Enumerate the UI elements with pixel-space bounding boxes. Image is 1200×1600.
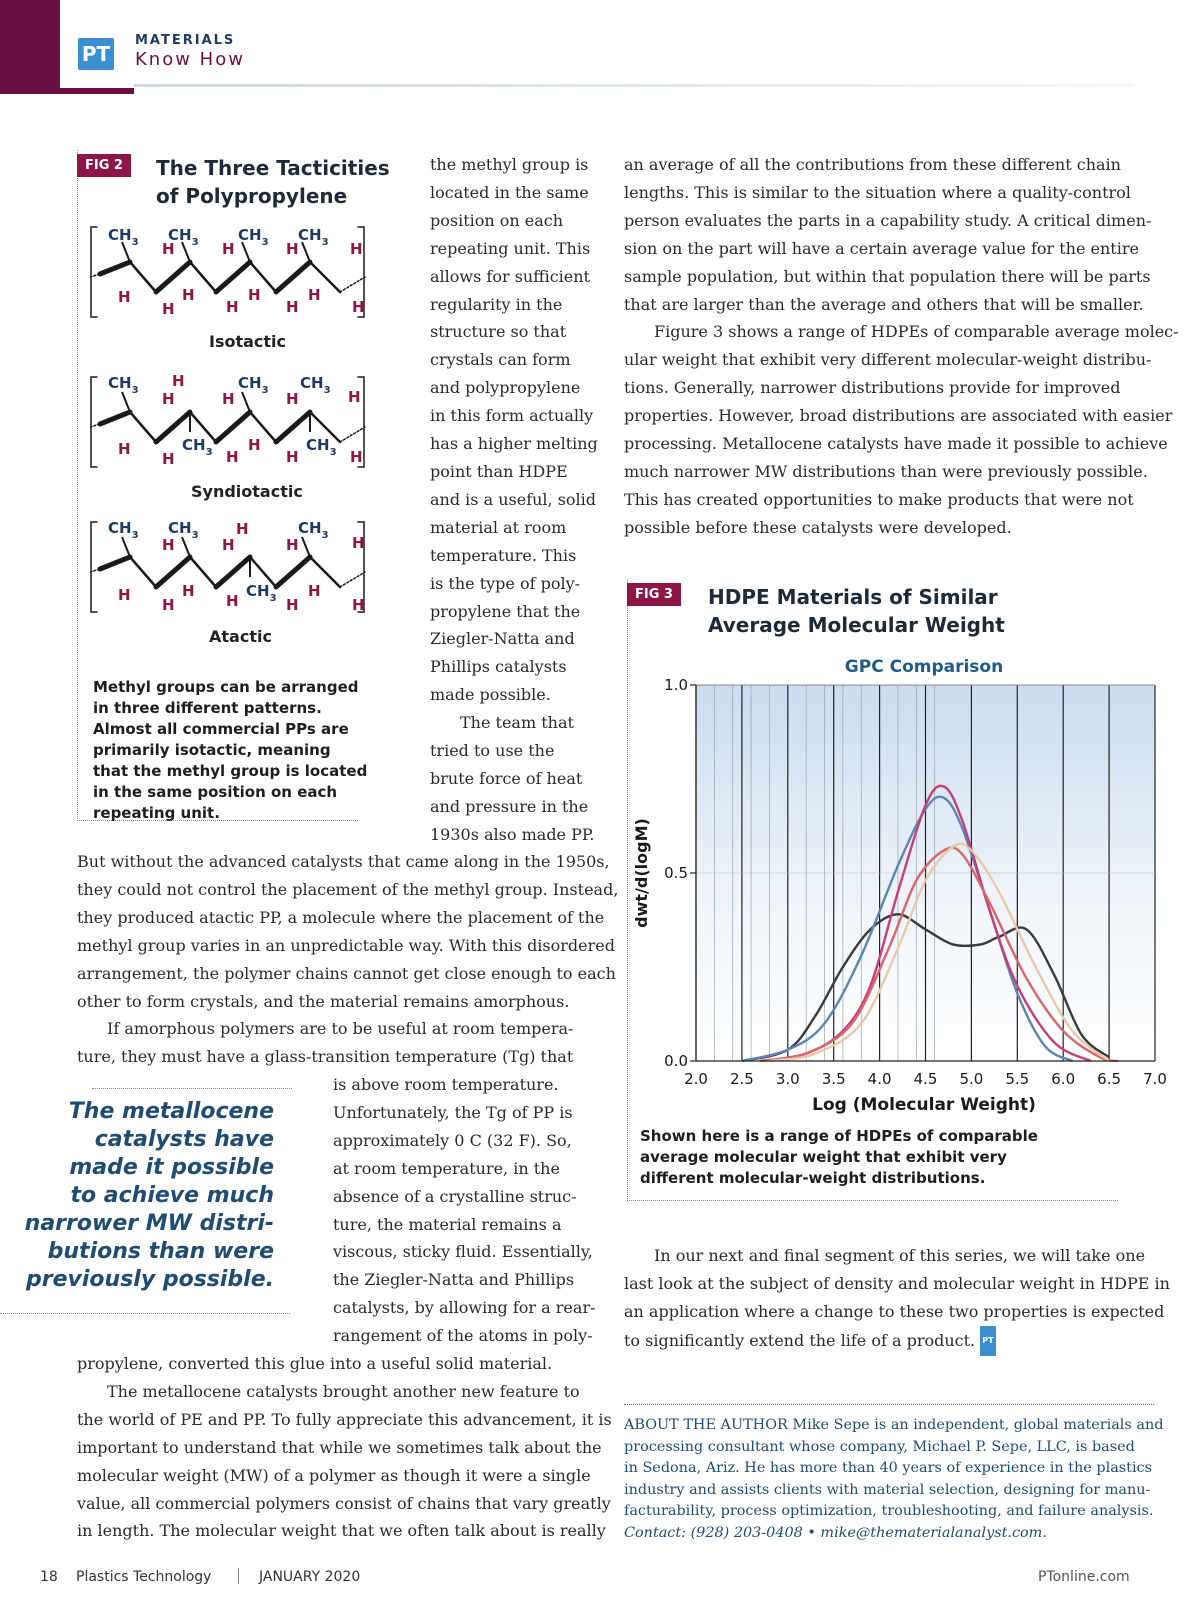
pullquote-line: catalysts have — [94, 1127, 274, 1152]
y-tick-label: 0.0 — [664, 1052, 688, 1070]
pullquote — [0, 1098, 274, 1294]
atom-h: H — [226, 448, 239, 466]
body-line: In our next and final segment of this series, we will take one — [654, 1246, 1146, 1265]
body-line: sion on the part will have a certain average value for the entire — [624, 238, 1139, 258]
pullquote-line: made it possible — [69, 1155, 274, 1180]
body-line: 1930s also made PP. — [430, 824, 595, 844]
body-line: other to form crystals, and the material remains amorphous. — [77, 991, 570, 1011]
pullquote-rule — [92, 1088, 292, 1090]
atom-h: H — [352, 534, 365, 552]
body-line: at room temperature, in the — [333, 1158, 560, 1178]
body-line: molecular weight (MW) of a polymer as though it were a single — [77, 1465, 591, 1485]
body-line: located in the same — [430, 182, 589, 202]
right-column-top — [624, 151, 1179, 542]
body-line: rangement of the atoms in poly- — [333, 1326, 593, 1346]
pullquote-line: butions than were — [47, 1239, 274, 1264]
body-line: The team that — [460, 713, 574, 733]
body-line: is above room temperature. — [333, 1075, 559, 1094]
atom-h: H — [248, 286, 261, 304]
author-line: processing consultant whose company, Michael P. Sepe, LLC, is based — [624, 1438, 1135, 1455]
atom-h: H — [352, 298, 365, 316]
body-line: Phillips catalysts — [430, 657, 567, 677]
isotactic-label: Isotactic — [209, 332, 287, 351]
body-line: propylene that the — [430, 601, 581, 621]
atom-h: H — [222, 390, 235, 408]
body-line: value, all commercial polymers consist of chains that vary greatly — [77, 1493, 611, 1513]
left-narrow-column — [333, 1071, 603, 1350]
atactic-ch3-4: $CH_3$ — [246, 582, 277, 604]
website-link[interactable]: PTonline.com — [1038, 1569, 1130, 1585]
x-tick-label: 2.5 — [729, 1070, 754, 1088]
end-mark-icon: PT — [980, 1326, 995, 1356]
body-line: temperature. This — [430, 545, 577, 565]
atactic-ch3-3: $CH_3$ — [298, 519, 329, 541]
body-line: absence of a crystalline struc- — [333, 1186, 577, 1206]
atom-h: H — [286, 536, 299, 554]
author-line: ABOUT THE AUTHOR Mike Sepe is an independent, global materials and — [624, 1417, 1164, 1433]
author-line: facturability, process optimization, troubleshooting, and failure analysis. — [624, 1503, 1154, 1519]
y-axis-label: dwt/d(logM) — [632, 818, 651, 928]
body-line: an average of all the contributions from these different chain — [624, 155, 1121, 174]
chart-title: GPC Comparison — [844, 657, 1004, 677]
isotactic-ch3-4: $CH_3$ — [298, 226, 329, 248]
pullquote-line: narrower MW distri- — [24, 1211, 274, 1236]
isotactic-ch3-2: $CH_3$ — [168, 226, 199, 248]
body-line: Figure 3 shows a range of HDPEs of comparable average molec- — [654, 322, 1179, 342]
body-line: the methyl group is — [430, 155, 589, 174]
syndiotactic-ch3-2: $CH_3$ — [238, 374, 269, 396]
x-tick-label: 4.5 — [913, 1070, 938, 1088]
atactic-ch3-2: $CH_3$ — [168, 519, 199, 541]
right-column-bottom — [624, 1242, 1170, 1356]
atom-h: H — [286, 448, 299, 466]
atom-h: H — [118, 288, 131, 306]
fig3-title-line2: Average Molecular Weight — [708, 613, 1005, 637]
body-line: point than HDPE — [430, 461, 568, 481]
syndiotactic-label: Syndiotactic — [191, 482, 303, 501]
atom-h: H — [226, 298, 239, 316]
header-accent-underline — [60, 88, 134, 94]
atom-h: H — [352, 596, 365, 614]
x-tick-label: 6.0 — [1051, 1070, 1076, 1088]
body-line: in this form actually — [430, 406, 594, 426]
atom-h: H — [286, 240, 299, 258]
body-line: allows for sufficient — [430, 266, 590, 286]
atom-h: H — [182, 286, 195, 304]
y-tick-label: 1.0 — [664, 676, 688, 694]
body-line: the Ziegler-Natta and Phillips — [333, 1270, 575, 1290]
isotactic-ch3-1: $CH_3$ — [108, 226, 139, 248]
atom-h: H — [162, 450, 175, 468]
body-line: they produced atactic PP, a molecule where the placement of the — [77, 907, 605, 927]
syndiotactic-ch3-3: $CH_3$ — [300, 374, 331, 396]
atom-h: H — [226, 592, 239, 610]
body-line: person evaluates the parts in a capability study. A critical dimen- — [624, 210, 1152, 230]
syndiotactic-ch3-5: $CH_3$ — [306, 436, 337, 458]
mid-column — [430, 151, 600, 849]
fig3-caption: Shown here is a range of HDPEs of comparable average molecular weight that exhibit very different molecular-weight distributions. — [640, 1127, 1038, 1187]
issue-date: JANUARY 2020 — [259, 1569, 361, 1585]
fig2-tag: FIG 2 — [77, 154, 131, 177]
left-column-part2 — [77, 1350, 612, 1545]
atom-h: H — [182, 582, 195, 600]
left-column-part1 — [77, 848, 619, 1071]
body-line: material at room — [430, 517, 567, 537]
x-tick-label: 5.5 — [1005, 1070, 1030, 1088]
x-tick-label: 6.5 — [1097, 1070, 1122, 1088]
pullquote-line: to achieve much — [70, 1183, 274, 1208]
atactic-ch3-1: $CH_3$ — [108, 519, 139, 541]
syndiotactic-ch3-4: $CH_3$ — [182, 436, 213, 458]
body-line-text: to significantly extend the life of a product. — [624, 1330, 976, 1350]
atom-h: H — [222, 240, 235, 258]
page-number: 18 — [40, 1569, 58, 1585]
author-rule — [624, 1404, 1154, 1405]
atactic-label: Atactic — [209, 627, 272, 646]
pt-logo: PT — [78, 38, 114, 70]
header-accent-bar — [0, 0, 60, 94]
atom-h: H — [162, 596, 175, 614]
author-line: industry and assists clients with material selection, designing for manu- — [624, 1481, 1151, 1498]
x-axis-label: Log (Molecular Weight) — [812, 1095, 1036, 1115]
atom-h: H — [162, 536, 175, 554]
body-line: approximately 0 C (32 F). So, — [333, 1130, 572, 1150]
fig3-title-line1: HDPE Materials of Similar — [708, 585, 998, 609]
x-tick-label: 2.0 — [684, 1070, 708, 1088]
x-tick-label: 7.0 — [1143, 1070, 1167, 1088]
gpc-chart — [627, 648, 1167, 1118]
pullquote-line: previously possible. — [26, 1267, 274, 1292]
header-rule — [134, 84, 1134, 87]
atom-h: H — [286, 390, 299, 408]
atom-h: H — [350, 448, 363, 466]
body-line: structure so that — [430, 322, 567, 342]
atom-h: H — [162, 390, 175, 408]
x-tick-label: 5.0 — [959, 1070, 984, 1088]
body-line: sample population, but within that population there will be parts — [624, 266, 1151, 286]
body-line: possible before these catalysts were developed. — [624, 517, 1012, 537]
body-line: arrangement, the polymer chains cannot get close enough to each — [77, 963, 616, 983]
body-line: viscous, sticky fluid. Essentially, — [333, 1242, 593, 1262]
x-tick-label: 4.0 — [867, 1070, 892, 1088]
body-line: tried to use the — [430, 741, 555, 761]
author-line: in Sedona, Ariz. He has more than 40 years of experience in the plastics — [624, 1460, 1152, 1476]
body-line: regularity in the — [430, 294, 563, 314]
atom-h: H — [222, 536, 235, 554]
y-tick-label: 0.5 — [664, 864, 688, 882]
body-line: lengths. This is similar to the situation where a quality-control — [624, 182, 1131, 202]
atom-h: H — [286, 596, 299, 614]
fig2-title-line2: of Polypropylene — [156, 184, 348, 208]
atom-h: H — [236, 520, 249, 538]
body-line — [624, 1326, 1154, 1356]
atom-h: H — [162, 300, 175, 318]
atom-h: H — [118, 440, 131, 458]
body-line: and pressure in the — [430, 796, 589, 816]
fig2-caption: Methyl groups can be arranged in three different patterns. Almost all commercial PPs are primarily isotactic, meaning that the methyl group is located in the same position on each repeating unit. — [93, 678, 368, 822]
author-bio — [624, 1415, 1164, 1544]
body-line: and is a useful, solid — [430, 489, 597, 509]
body-line: But without the advanced catalysts that came along in the 1950s, — [77, 852, 610, 871]
fig3-tag: FIG 3 — [627, 583, 681, 606]
atom-h: H — [172, 372, 185, 390]
atom-h: H — [308, 286, 321, 304]
body-line: repeating unit. This — [430, 238, 591, 258]
atom-h: H — [350, 240, 363, 258]
body-line: crystals can form — [430, 350, 571, 370]
body-line: the world of PE and PP. To fully appreciate this advancement, it is — [77, 1409, 612, 1429]
atom-h: H — [286, 298, 299, 316]
body-line: position on each — [430, 210, 564, 230]
body-line: methyl group varies in an unpredictable way. With this disordered — [77, 935, 615, 955]
syndiotactic-ch3-1: $CH_3$ — [108, 374, 139, 396]
body-line: in length. The molecular weight that we often talk about is really — [77, 1521, 606, 1541]
fig2-title-line1: The Three Tacticities — [156, 156, 390, 180]
body-line: brute force of heat — [430, 768, 583, 788]
body-line: processing. Metallocene catalysts have made it possible to achieve — [624, 434, 1168, 454]
body-line: Ziegler-Natta and — [430, 629, 575, 649]
body-line: has a higher melting — [430, 434, 598, 454]
body-line: an application where a change to these two properties is expected — [624, 1301, 1165, 1321]
x-tick-label: 3.5 — [821, 1070, 846, 1088]
section-label: MATERIALS — [135, 33, 236, 48]
body-line: they could not control the placement of the methyl group. Instead, — [77, 879, 619, 899]
body-line: ular weight that exhibit very different molecular-weight distribu- — [624, 350, 1152, 370]
footer-divider — [238, 1568, 239, 1584]
body-line: ture, they must have a glass-transition temperature (Tg) that — [77, 1047, 574, 1067]
body-line: important to understand that while we sometimes talk about the — [77, 1437, 602, 1457]
body-line: If amorphous polymers are to be useful at room tempera- — [107, 1019, 574, 1039]
atom-h: H — [162, 240, 175, 258]
body-line: is the type of poly- — [430, 573, 581, 593]
body-line: This has created opportunities to make products that were not — [624, 489, 1134, 509]
body-line: ture, the material remains a — [333, 1214, 562, 1234]
isotactic-ch3-3: $CH_3$ — [238, 226, 269, 248]
atom-h: H — [118, 586, 131, 604]
body-line: tions. Generally, narrower distributions provide for improved — [624, 378, 1121, 398]
pullquote-line: The metallocene — [68, 1099, 274, 1124]
body-line: much narrower MW distributions than were previously possible. — [624, 461, 1148, 481]
x-tick-label: 3.0 — [775, 1070, 800, 1088]
tacticity-structures — [90, 222, 400, 662]
subsection-label: Know How — [135, 49, 245, 70]
publication-name: Plastics Technology — [76, 1569, 212, 1585]
author-contact: Contact: (928) 203-0408 • mike@thematerialanalyst.com. — [624, 1524, 1047, 1541]
atom-h: H — [348, 388, 361, 406]
body-line: made possible. — [430, 685, 551, 705]
body-line: and polypropylene — [430, 378, 581, 398]
body-line: propylene, converted this glue into a useful solid material. — [77, 1354, 553, 1373]
body-line: The metallocene catalysts brought another new feature to — [107, 1381, 580, 1401]
body-line: properties. However, broad distributions are associated with easier — [624, 406, 1173, 426]
body-line: Unfortunately, the Tg of PP is — [333, 1102, 573, 1122]
atom-h: H — [248, 436, 261, 454]
body-line: catalysts, by allowing for a rear- — [333, 1298, 596, 1318]
atom-h: H — [308, 582, 321, 600]
body-line: that are larger than the average and others that will be smaller. — [624, 294, 1144, 314]
body-line: last look at the subject of density and molecular weight in HDPE in — [624, 1273, 1170, 1293]
